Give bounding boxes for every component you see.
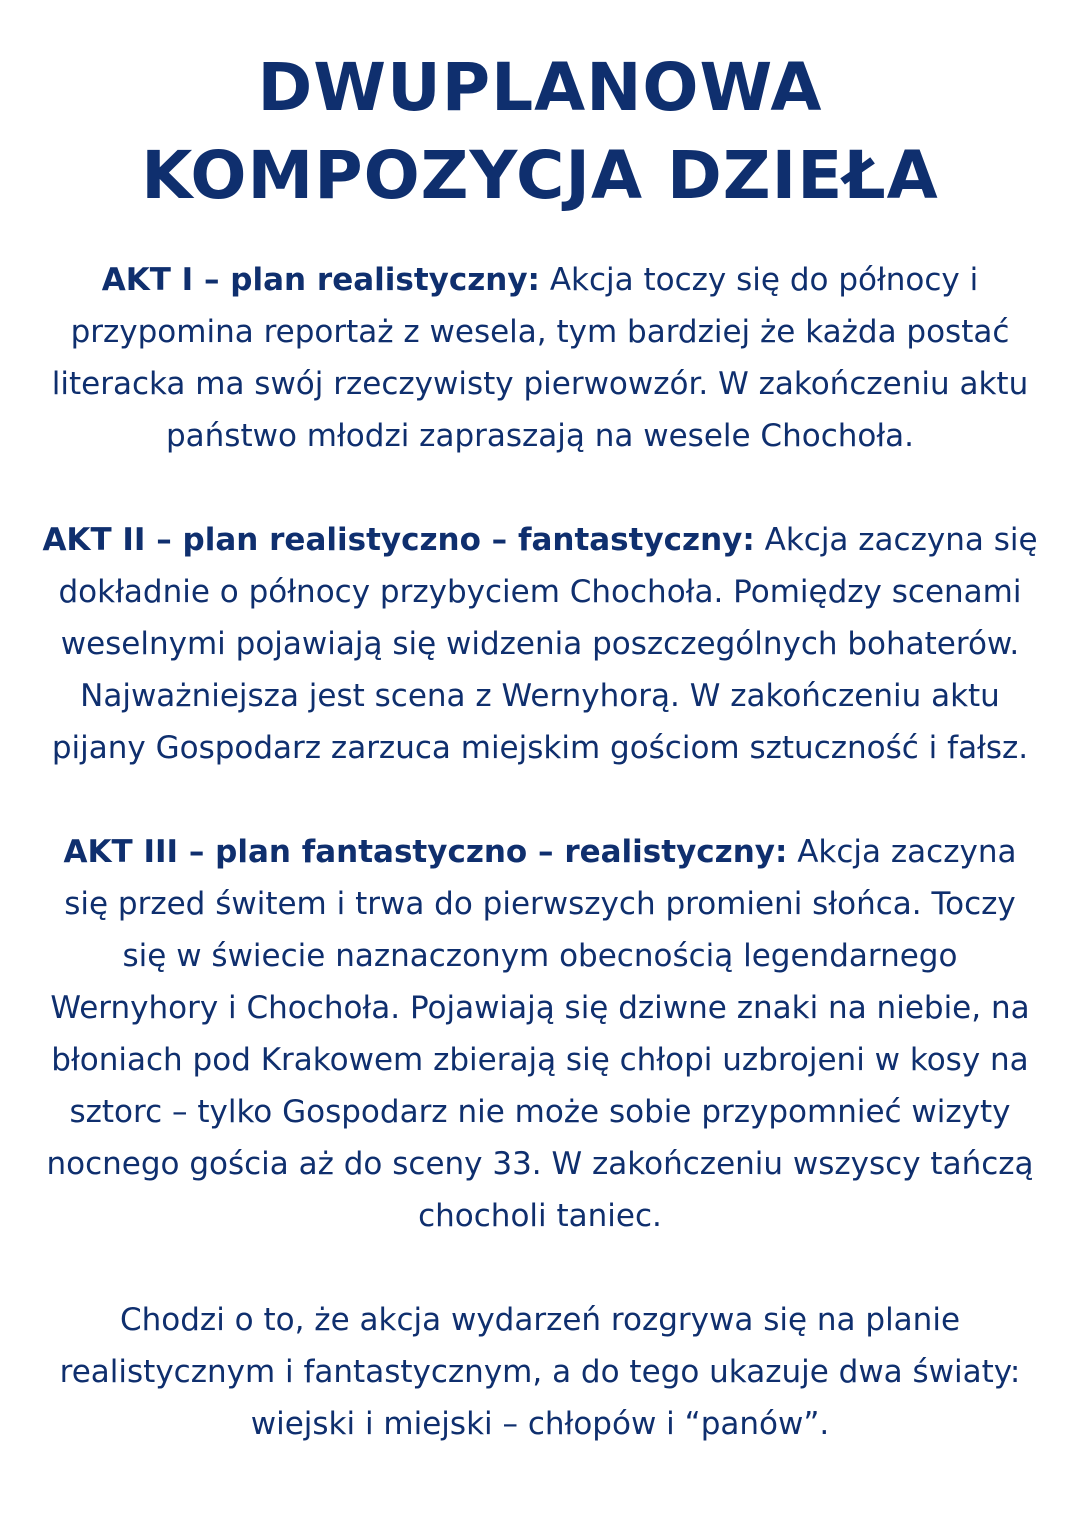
act-1-paragraph: [40, 254, 1040, 462]
act-3-label: AKT III – plan fantastyczno – realistyczny:: [63, 834, 788, 870]
act-2-label: AKT II – plan realistyczno – fantastyczny:: [42, 522, 755, 558]
spacer: [40, 1242, 1040, 1294]
spacer: [40, 774, 1040, 826]
spacer: [40, 462, 1040, 514]
act-2-paragraph: [40, 514, 1040, 774]
act-3-paragraph: [40, 826, 1040, 1242]
act-1-label: AKT I – plan realistyczny:: [101, 262, 540, 298]
title-line-2: KOMPOZYCJA DZIEŁA: [141, 137, 939, 214]
page-title: [40, 44, 1040, 220]
act-2-text: Akcja zaczyna się dokładnie o północy przybyciem Chochoła. Pomiędzy scenami weselnymi pojawiają się widzenia poszczególnych bohaterów. Najważniejsza jest scena z Wernyhorą. W zakończeniu aktu pijany Gospodarz zarzuca miejskim gościom sztuczność i fałsz.: [51, 522, 1038, 766]
summary-paragraph: Chodzi o to, że akcja wydarzeń rozgrywa się na planie realistycznym i fantastycznym, a do tego ukazuje dwa światy: wiejski i miejski – chłopów i “panów”.: [59, 1302, 1021, 1442]
act-1-text: Akcja toczy się do północy i przypomina reportaż z wesela, tym bardziej że każda postać literacka ma swój rzeczywisty pierwowzór. W zakończeniu aktu państwo młodzi zapraszają na wesele Chochoła.: [51, 262, 1029, 454]
act-3-text: Akcja zaczyna się przed świtem i trwa do pierwszych promieni słońca. Toczy się w świecie naznaczonym obecnością legendarnego Wernyhory i Chochoła. Pojawiają się dziwne znaki na niebie, na błoniach pod Krakowem zbierają się chłopi uzbrojeni w kosy na sztorc – tylko Gospodarz nie może sobie przypomnieć wizyty nocnego gościa aż do sceny 33. W zakończeniu wszyscy tańczą chocholi taniec.: [46, 834, 1034, 1234]
title-line-1: DWUPLANOWA: [257, 49, 823, 126]
